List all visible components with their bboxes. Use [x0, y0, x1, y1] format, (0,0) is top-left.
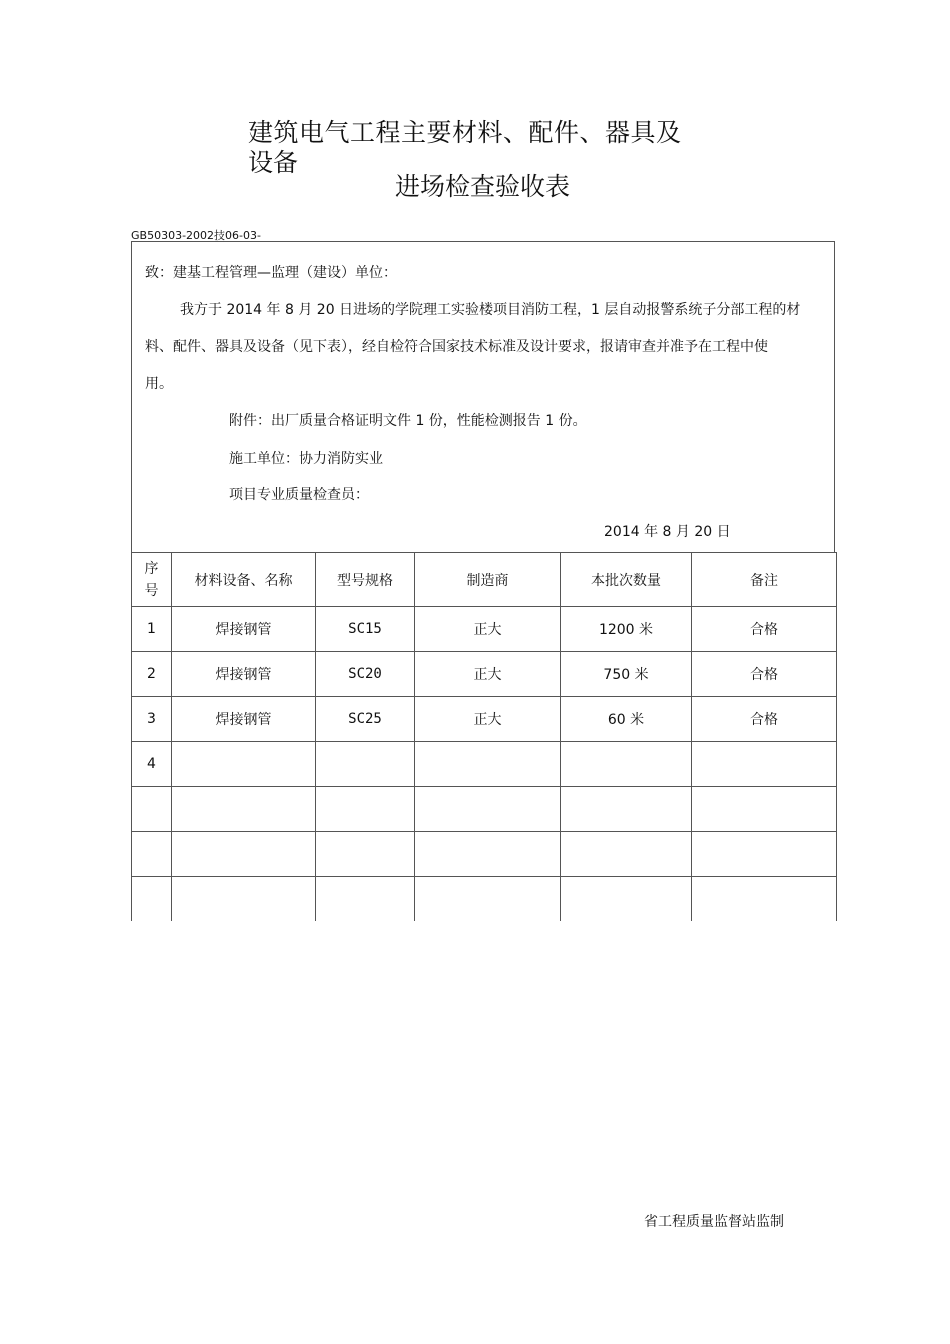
cell-qty: 750 米 — [561, 652, 692, 697]
cell-note — [692, 787, 837, 832]
document-title-line-3: 进场检查验收表 — [395, 172, 571, 201]
cell-note — [692, 832, 837, 877]
cell-name: 焊接钢管 — [172, 652, 316, 697]
cell-seq: 2 — [132, 652, 172, 697]
cell-qty: 1200 米 — [561, 607, 692, 652]
cell-name — [172, 787, 316, 832]
header-qty: 本批次数量 — [561, 553, 692, 607]
cell-seq — [132, 787, 172, 832]
cell-model: SC25 — [316, 697, 415, 742]
header-seq-line-2: 号 — [144, 582, 159, 599]
header-name: 材料设备、名称 — [172, 553, 316, 607]
attachment-line: 附件：出厂质量合格证明文件 1 份，性能检测报告 1 份。 — [229, 413, 587, 429]
table-row — [132, 652, 837, 697]
letter-addressee: 致：建基工程管理—监理（建设）单位： — [145, 265, 397, 281]
letter-body-line-3: 用。 — [145, 376, 173, 392]
cell-note — [692, 742, 837, 787]
table-row — [132, 877, 837, 922]
table-row — [132, 787, 837, 832]
cell-note — [692, 877, 837, 922]
cell-model: SC15 — [316, 607, 415, 652]
cell-seq — [132, 877, 172, 922]
cell-model — [316, 877, 415, 922]
cell-model: SC20 — [316, 652, 415, 697]
cell-qty: 60 米 — [561, 697, 692, 742]
document-title-line-1: 建筑电气工程主要材料、配件、器具及 — [248, 118, 682, 147]
cell-maker — [415, 832, 561, 877]
cell-model — [316, 742, 415, 787]
cell-name: 焊接钢管 — [172, 697, 316, 742]
cell-name — [172, 877, 316, 922]
cell-qty — [561, 787, 692, 832]
cell-qty — [561, 832, 692, 877]
table-row — [132, 832, 837, 877]
letter-body-line-1: 我方于 2014 年 8 月 20 日进场的学院理工实验楼项目消防工程，1 层自动报警系统子分部工程的材 — [180, 302, 801, 318]
cell-maker: 正大 — [415, 607, 561, 652]
table-row — [132, 742, 837, 787]
cell-maker — [415, 877, 561, 922]
cell-model — [316, 787, 415, 832]
cell-qty — [561, 742, 692, 787]
cell-seq: 4 — [132, 742, 172, 787]
cell-note: 合格 — [692, 607, 837, 652]
header-seq-line-1: 序 — [144, 560, 159, 577]
letter-body-line-2: 料、配件、器具及设备（见下表），经自检符合国家技术标准及设计要求，报请审查并准予在工程中使 — [145, 339, 768, 355]
header-note: 备注 — [692, 553, 837, 607]
document-title-line-2: 设备 — [248, 148, 299, 177]
contractor-line: 施工单位：协力消防实业 — [229, 451, 383, 467]
cell-qty — [561, 877, 692, 922]
form-code: GB50303-2002技06-03- — [131, 229, 261, 242]
cell-note: 合格 — [692, 697, 837, 742]
cell-maker — [415, 787, 561, 832]
cell-name: 焊接钢管 — [172, 607, 316, 652]
cell-name — [172, 832, 316, 877]
cell-seq: 1 — [132, 607, 172, 652]
cell-note: 合格 — [692, 652, 837, 697]
header-model: 型号规格 — [316, 553, 415, 607]
table-row — [132, 607, 837, 652]
table-row — [132, 697, 837, 742]
cell-seq: 3 — [132, 697, 172, 742]
footer-issuer: 省工程质量监督站监制 — [644, 1214, 784, 1230]
header-seq — [132, 553, 172, 607]
letter-date: 2014 年 8 月 20 日 — [604, 524, 731, 540]
inspector-line: 项目专业质量检查员： — [229, 487, 369, 503]
materials-table — [131, 552, 837, 921]
letter-box — [131, 241, 835, 552]
cell-maker — [415, 742, 561, 787]
header-maker: 制造商 — [415, 553, 561, 607]
cell-maker: 正大 — [415, 652, 561, 697]
cell-maker: 正大 — [415, 697, 561, 742]
table-header-row — [132, 553, 837, 607]
cell-name — [172, 742, 316, 787]
cell-model — [316, 832, 415, 877]
cell-seq — [132, 832, 172, 877]
